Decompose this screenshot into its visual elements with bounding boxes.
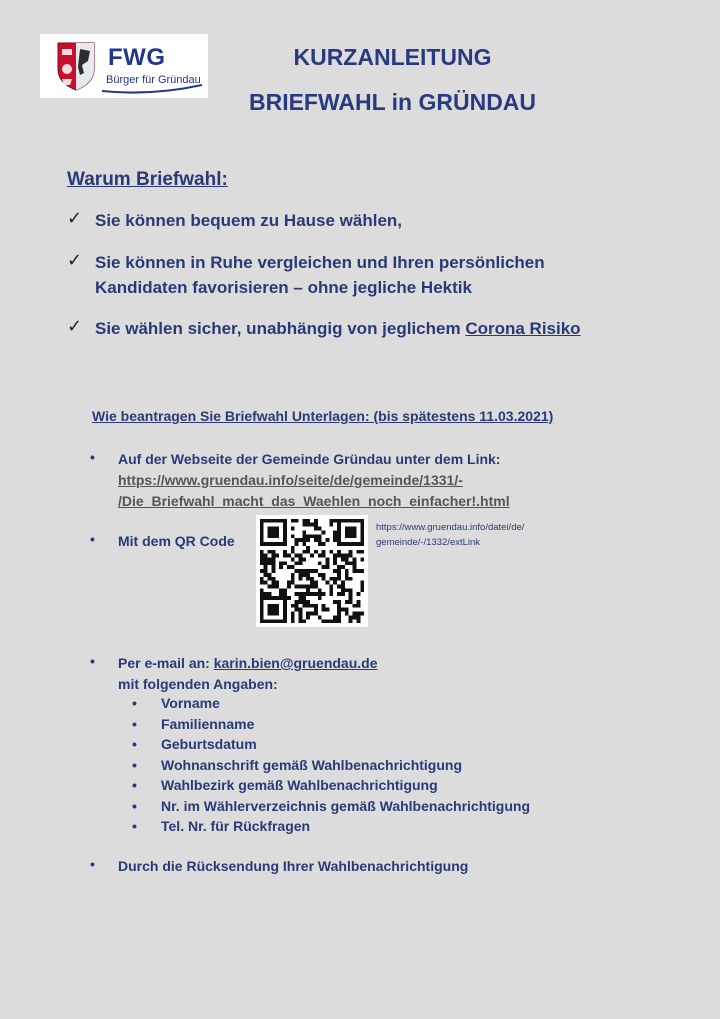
logo-name: FWG <box>108 44 166 71</box>
reason-text: Sie können in Ruhe vergleichen und Ihren persönlichen Kandidaten favorisieren – ohne jegliche Hektik <box>95 253 545 297</box>
website-intro: Auf der Webseite der Gemeinde Gründau unter dem Link: <box>118 451 501 467</box>
qr-url-line1[interactable]: https://www.gruendau.info/datei/de/ <box>376 522 525 533</box>
list-item <box>90 449 510 512</box>
website-link-line1[interactable]: https://www.gruendau.info/seite/de/gemeinde/1331/- <box>118 472 463 488</box>
email-link[interactable]: karin.bien@gruendau.de <box>213 655 378 671</box>
bullet-icon: • <box>132 777 137 793</box>
list-item <box>90 653 378 695</box>
reason-item <box>67 208 402 233</box>
logo-tagline: Bürger für Gründau <box>106 74 201 86</box>
checkmark-icon: ✓ <box>67 250 83 270</box>
corona-risk-link[interactable]: Corona Risiko <box>465 319 581 338</box>
checkmark-icon: ✓ <box>67 316 83 336</box>
reason-text: Sie wählen sicher, unabhängig von jeglichem <box>95 319 466 338</box>
bullet-icon: • <box>132 756 137 773</box>
qr-code-icon[interactable] <box>256 515 368 627</box>
reason-text: Sie können bequem zu Hause wählen, <box>95 211 403 230</box>
bullet-icon: • <box>132 736 137 752</box>
bullet-icon: • <box>90 856 95 872</box>
bullet-icon: • <box>132 695 137 711</box>
request-heading: Wie beantragen Sie Briefwahl Unterlagen: (bis spätestens 11.03.2021) <box>92 408 554 424</box>
reason-item <box>67 316 581 341</box>
qr-label: Mit dem QR Code <box>118 533 235 549</box>
qr-url-line2[interactable]: gemeinde/-/1332/extLink <box>376 537 481 548</box>
list-item <box>90 531 235 552</box>
bullet-icon: • <box>90 653 95 669</box>
list-item <box>90 856 468 877</box>
bullet-icon: • <box>132 797 137 814</box>
fwg-logo <box>40 34 208 98</box>
return-text: Durch die Rücksendung Ihrer Wahlbenachrichtigung <box>118 858 469 874</box>
bullet-icon: • <box>132 818 137 834</box>
logo-swoosh-icon <box>102 82 202 94</box>
email-followup: mit folgenden Angaben: <box>118 676 278 692</box>
page-subtitle: BRIEFWAHL in GRÜNDAU <box>248 89 537 115</box>
coat-of-arms-icon <box>56 41 96 91</box>
reason-item <box>67 250 627 300</box>
bullet-icon: • <box>132 715 137 732</box>
bullet-icon: • <box>90 449 95 465</box>
bullet-icon: • <box>90 531 95 547</box>
email-intro: Per e-mail an: <box>118 655 214 671</box>
page-title: KURZANLEITUNG <box>293 44 492 70</box>
website-link-line2[interactable]: /Die_Briefwahl_macht_das_Waehlen_noch_einfacher!.html <box>118 493 510 509</box>
qr-url[interactable] <box>376 520 566 550</box>
checkmark-icon: ✓ <box>67 208 83 228</box>
warum-heading: Warum Briefwahl: <box>67 169 228 190</box>
